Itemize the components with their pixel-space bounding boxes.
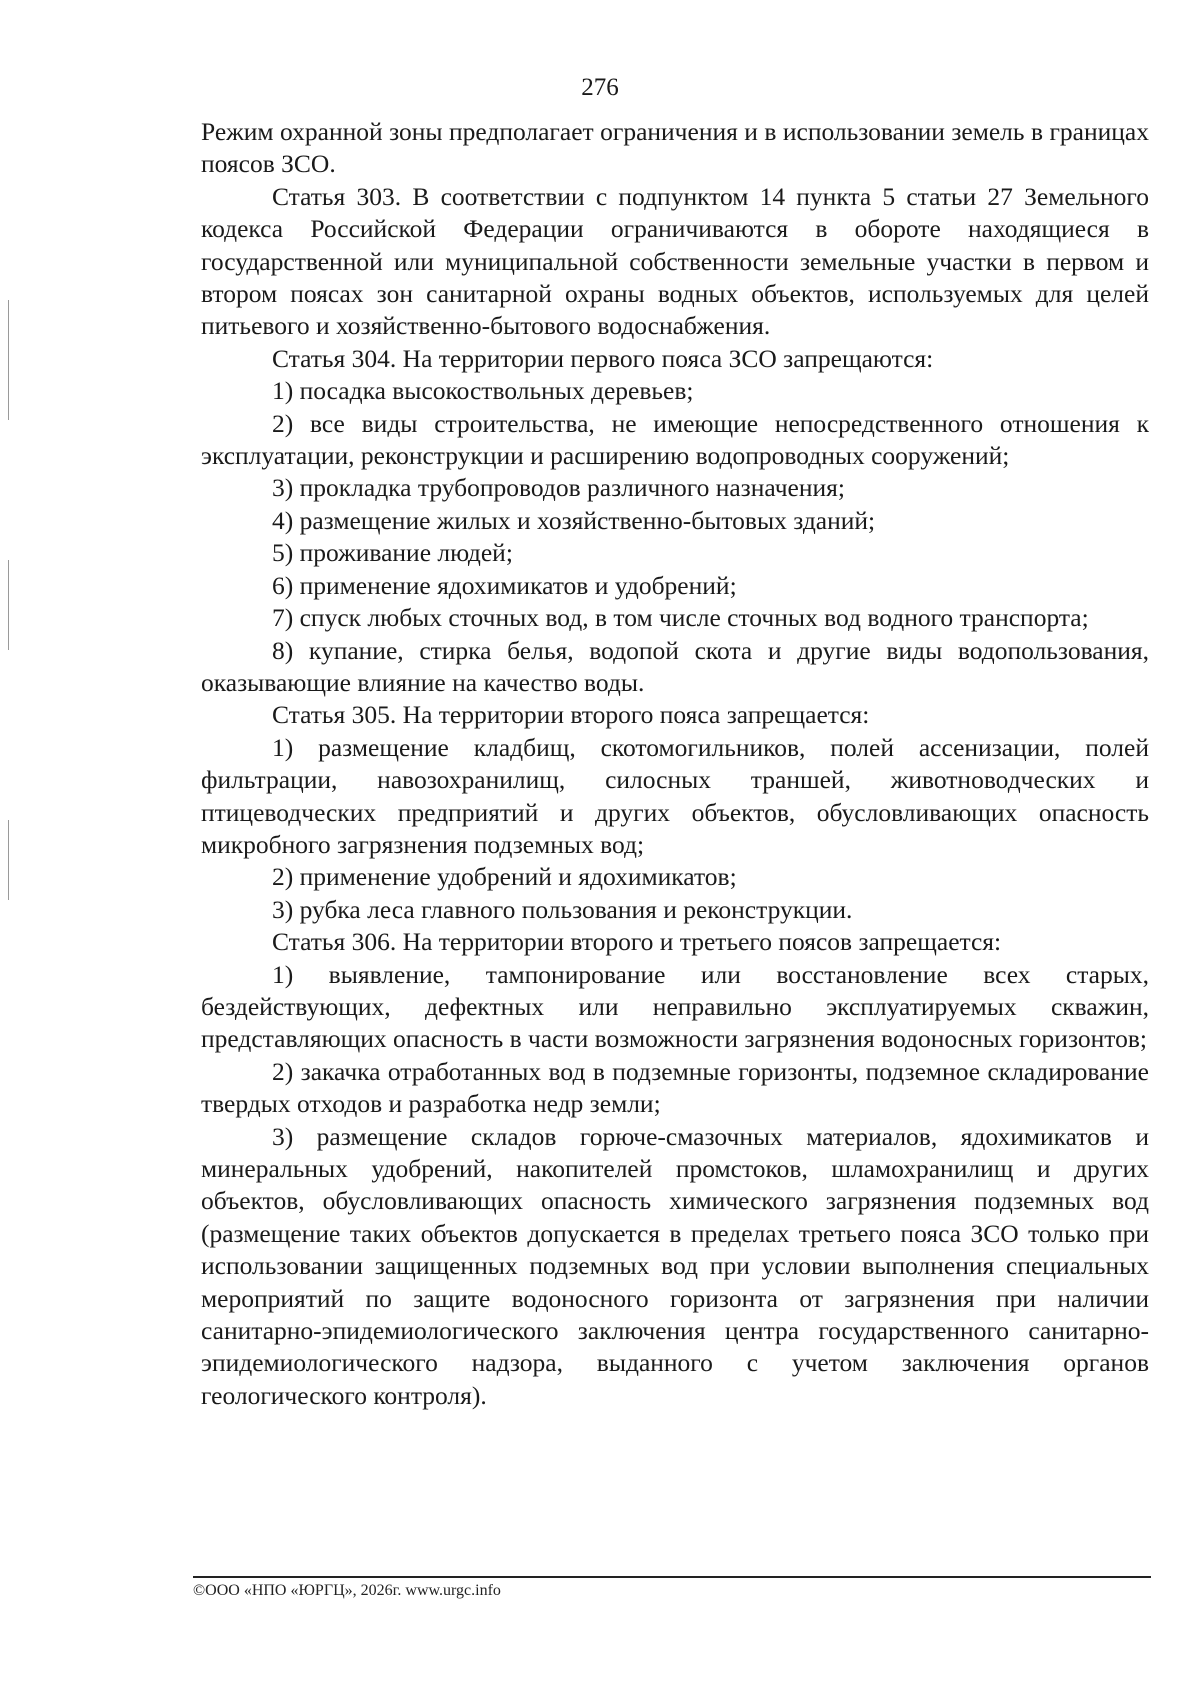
scan-margin-mark bbox=[8, 300, 9, 420]
paragraph: 6) применение ядохимикатов и удобрений; bbox=[272, 570, 737, 600]
scan-margin-mark bbox=[8, 820, 9, 900]
paragraph: 8) купание, стирка белья, водопой скота и другие виды водопользования, оказывающие влияние на качество воды. bbox=[201, 635, 1149, 697]
scan-margin-mark bbox=[8, 560, 9, 650]
paragraph: 2) все виды строительства, не имеющие непосредственного отношения к эксплуатации, реконструкции и расширению водопроводных сооружений; bbox=[201, 408, 1149, 471]
paragraph: 2) закачка отработанных вод в подземные горизонты, подземное складирование твердых отходов и разработка недр земли; bbox=[201, 1056, 1149, 1119]
page-number: 276 bbox=[581, 74, 619, 101]
footer-copyright: ©ООО «НПО «ЮРГЦ», 2026г. www.urgc.info bbox=[193, 1582, 501, 1599]
paragraph: Статья 305. На территории второго пояса запрещается: bbox=[272, 700, 870, 730]
paragraph: 7) спуск любых сточных вод, в том числе сточных вод водного транспорта; bbox=[272, 603, 1089, 633]
paragraph: 3) размещение складов горюче-смазочных материалов, ядохимикатов и минеральных удобрений, накопителей промстоков, шламохранилищ и других объектов, обусловливающих опасность химического загрязнения подземных вод (размещение таких объектов допускается в пределах третьего пояса ЗСО только при использовании защищенных подземных вод при условии выполнения специальных мероприятий по защите водоносного горизонта от загрязнения при наличии санитарно-эпидемиологического заключения центра государственного санитарно-эпидемиологического надзора, выданного с учетом заключения органов геологического контроля). bbox=[201, 1121, 1149, 1410]
footer-divider bbox=[193, 1576, 1151, 1578]
paragraph: Статья 304. На территории первого пояса ЗСО запрещаются: bbox=[272, 343, 934, 373]
paragraph: 1) размещение кладбищ, скотомогильников, полей ассенизации, полей фильтрации, навозохранилищ, силосных траншей, животноводческих и птицеводческих предприятий и других объектов, обусловливающих опасность микробного загрязнения подземных вод; bbox=[201, 732, 1149, 859]
paragraph: 5) проживание людей; bbox=[272, 538, 513, 568]
paragraph: 2) применение удобрений и ядохимикатов; bbox=[272, 862, 737, 892]
paragraph: 1) выявление, тампонирование или восстановление всех старых, бездействующих, дефектных или неправильно эксплуатируемых скважин, представляющих опасность в части возможности загрязнения водоносных горизонтов; bbox=[201, 959, 1149, 1054]
paragraph: 3) прокладка трубопроводов различного назначения; bbox=[272, 473, 845, 503]
document-body bbox=[201, 116, 1149, 1412]
paragraph: Статья 306. На территории второго и третьего поясов запрещается: bbox=[272, 927, 1002, 957]
paragraph: 4) размещение жилых и хозяйственно-бытовых зданий; bbox=[272, 505, 876, 535]
paragraph: Статья 303. В соответствии с подпунктом 14 пункта 5 статьи 27 Земельного кодекса Российской Федерации ограничиваются в обороте находящиеся в государственной или муниципальной собственности земельные участки в первом и втором поясах зон санитарной охраны водных объектов, используемых для целей питьевого и хозяйственно-бытового водоснабжения. bbox=[201, 181, 1149, 341]
paragraph: 3) рубка леса главного пользования и реконструкции. bbox=[272, 894, 853, 924]
paragraph: 1) посадка высокоствольных деревьев; bbox=[272, 376, 694, 406]
paragraph: Режим охранной зоны предполагает ограничения и в использовании земель в границах поясов ЗСО. bbox=[201, 117, 1149, 179]
